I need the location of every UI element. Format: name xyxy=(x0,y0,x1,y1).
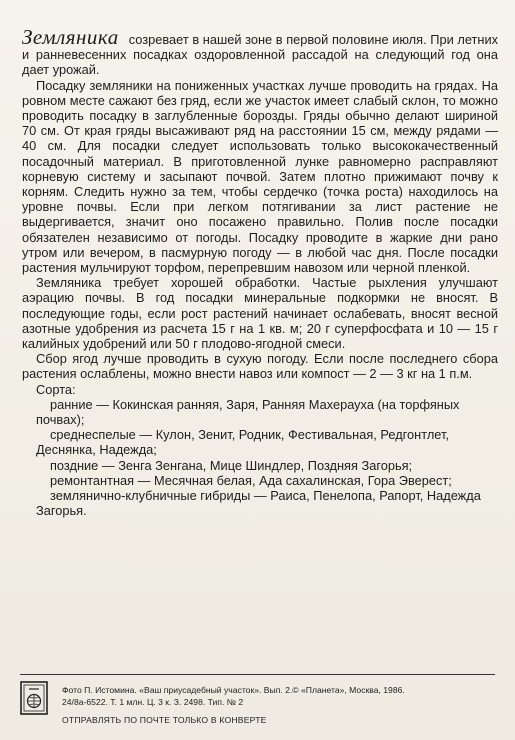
paragraph-care: Земляника требует хорошей обработки. Частые рыхления улучшают аэрацию почвы. В год посадки минеральные подкормки не вносят. В последующие годы, если рост растений начинает ослабевать, вносят весной азотные удобрения из расчета 15 г на 1 кв. м; 20 г суперфосфата и 10 — 15 г калийных удобрений или 50 г плодово-ягодной смеси. xyxy=(22,275,498,352)
intro-paragraph xyxy=(22,25,498,78)
planeta-publisher-logo-icon xyxy=(20,681,48,715)
mailing-note: ОТПРАВЛЯТЬ ПО ПОЧТЕ ТОЛЬКО В КОНВЕРТЕ xyxy=(62,715,267,725)
variety-hybrids: земляничнo-клубничные гибриды — Раиса, Пенелопа, Рапорт, Надежда Загорья. xyxy=(36,488,481,519)
imprint xyxy=(62,684,502,708)
variety-early: ранние — Кокинская ранняя, Заря, Ранняя Махерауха (на торфяных почвах); xyxy=(36,396,460,428)
variety-remontant: ремонтантная — Месячная белая, Ада сахалинская, Гора Эверест; xyxy=(50,472,452,488)
variety-late: поздние — Зенга Зенгана, Мице Шиндлер, Поздняя Загорья; xyxy=(50,457,413,473)
imprint-line-2: 24/8а-6522. Т. 1 млн. Ц. 3 к. З. 2498. Тип. № 2 xyxy=(62,697,244,707)
paragraph-harvest: Сбор ягод лучше проводить в сухую погоду. Если после последнего сбора растения ослаблены, можно внести навоз или компост — 2 — 3 кг на 1 п.м. xyxy=(22,351,498,382)
article-title: Земляника xyxy=(22,25,119,49)
article-text xyxy=(22,25,498,519)
variety-mid: среднеспелые — Кулон, Зенит, Родник, Фестивальная, Редгонтлет, Деснянка, Надежда; xyxy=(36,427,449,458)
paragraph-planting: Посадку земляники на пониженных участках лучше проводить на грядах. На ровном месте сажают без гряд, если же участок имеет слабый склон, то можно проводить посадку в заглубленные борозды. Гряды обычно делают шириной 70 см. От края гряды высаживают ряд на расстоянии 15 см, между рядами — 40 см. Для посадки следует использовать только высококачественный посадочный материал. В приготовленной лунке равномерно расправляют корневую систему и засыпают почвой. Затем плотно прижимают почву к корням. Следить нужно за тем, чтобы сердечко (точка роста) находилось на уровне почвы. Если при легком потягивании за лист растение не выдергивается, значит оно посажено правильно. Полив после посадки обязателен независимо от погоды. Посадку проводите в жаркие дни рано утром или вечером, в пасмурную погоду — в любой час дня. После посадки растения мульчируют торфом, перепревшим навозом или черной пленкой. xyxy=(22,77,498,276)
footer-divider xyxy=(20,674,495,675)
intro-text: созревает в нашей зоне в первой половине июля. При летних и ранневесенних посадках оздоровленной рассадой на следующий год она дает урожай. xyxy=(22,32,498,78)
imprint-line-1: Фото П. Истомина. «Ваш приусадебный участок». Вып. 2.© «Планета», Москва, 1986. xyxy=(62,685,405,695)
varieties-heading: Сорта: xyxy=(36,381,76,397)
